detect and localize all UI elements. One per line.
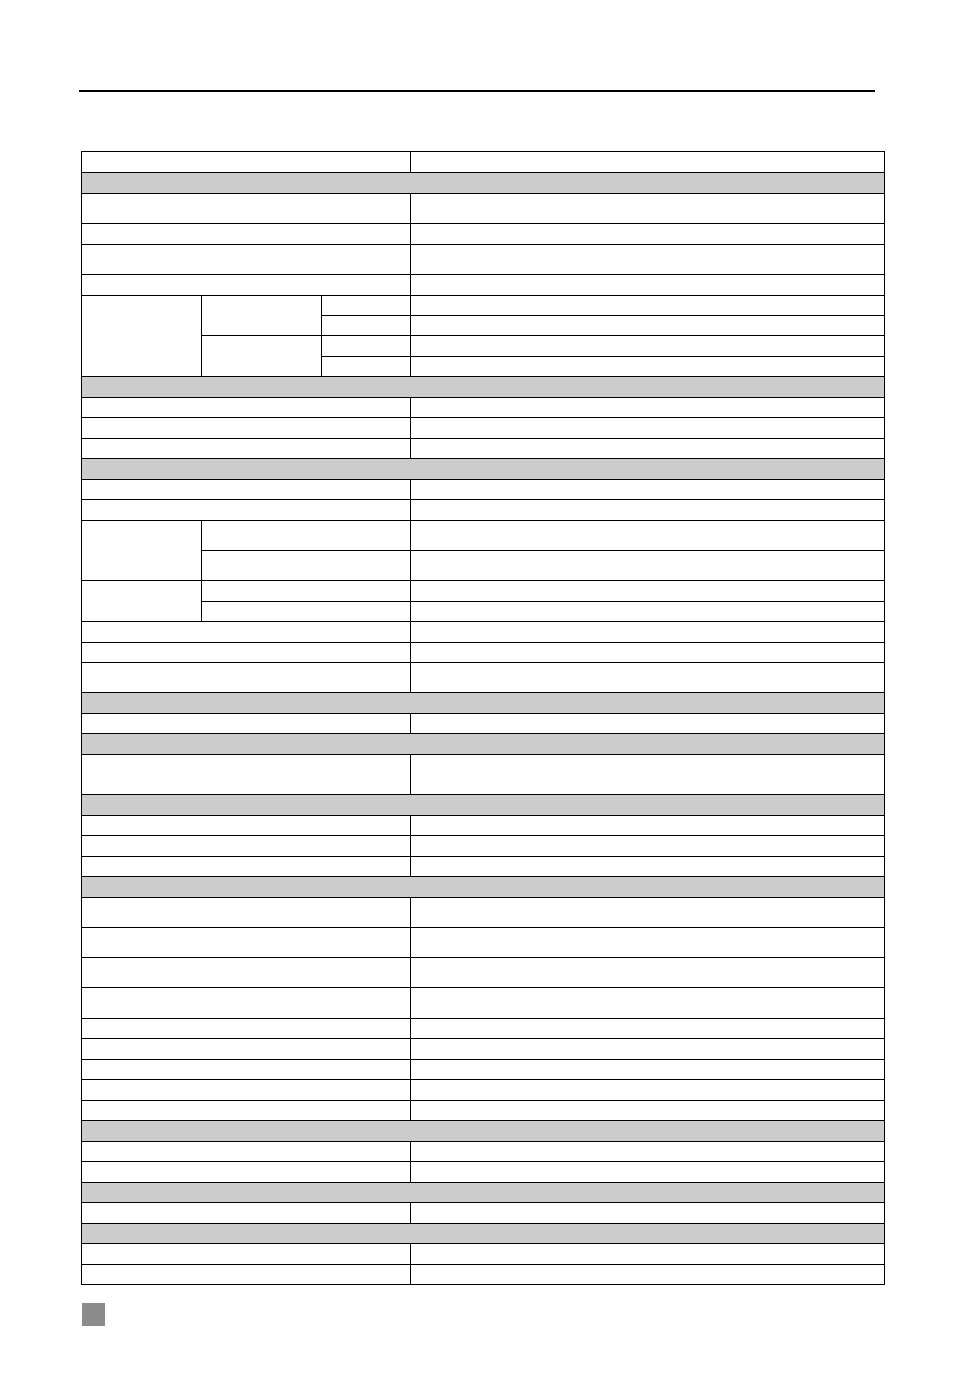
spec-value-cell [411, 1162, 885, 1183]
specification-table [81, 151, 885, 1285]
table-row [82, 336, 885, 357]
section-row [82, 1183, 885, 1203]
spec-label-cell [82, 643, 411, 663]
table-row [82, 643, 885, 663]
spec-label-cell [82, 398, 411, 418]
table-row [82, 1080, 885, 1101]
spec-value-cell [411, 602, 885, 622]
spec-label-cell [82, 245, 411, 275]
spec-value-cell [411, 1060, 885, 1080]
spec-value-cell [411, 857, 885, 877]
section-header-cell [82, 1121, 885, 1142]
table-row [82, 500, 885, 521]
table-row [82, 1203, 885, 1224]
spec-label-cell [82, 928, 411, 958]
spec-label-cell [82, 418, 411, 439]
spec-value-cell [411, 398, 885, 418]
spec-label-cell [82, 898, 411, 928]
spec-label-cell [82, 663, 411, 693]
table-row [82, 988, 885, 1019]
sub-label-cell [322, 296, 411, 316]
table-row [82, 1142, 885, 1162]
table-row [82, 663, 885, 693]
section-row [82, 1224, 885, 1244]
spec-value-cell [411, 1080, 885, 1101]
sub-label-cell [322, 336, 411, 357]
table-row [82, 898, 885, 928]
section-row [82, 795, 885, 816]
spec-label-cell [82, 836, 411, 857]
spec-value-cell [411, 152, 885, 173]
table-row [82, 857, 885, 877]
spec-label-cell [82, 1162, 411, 1183]
table-row [82, 245, 885, 275]
sub-label-cell [202, 602, 411, 622]
spec-label-cell [82, 1101, 411, 1121]
spec-label-cell [82, 755, 411, 795]
spec-value-cell [411, 663, 885, 693]
spec-value-cell [411, 1039, 885, 1060]
table-row [82, 928, 885, 958]
spec-value-cell [411, 336, 885, 357]
table-row [82, 224, 885, 245]
table-row [82, 622, 885, 643]
sub-label-cell [202, 521, 411, 551]
spec-value-cell [411, 1203, 885, 1224]
section-header-cell [82, 459, 885, 480]
spec-value-cell [411, 194, 885, 224]
section-header-cell [82, 1183, 885, 1203]
spec-label-cell [82, 1203, 411, 1224]
spec-value-cell [411, 275, 885, 296]
section-header-cell [82, 1224, 885, 1244]
section-row [82, 1121, 885, 1142]
table-row [82, 958, 885, 988]
table-row [82, 152, 885, 173]
spec-label-cell [82, 439, 411, 459]
spec-value-cell [411, 296, 885, 316]
page-number-marker [82, 1303, 105, 1326]
spec-value-cell [411, 551, 885, 581]
spec-label-cell [82, 1142, 411, 1162]
spec-label-cell [82, 988, 411, 1019]
table-row [82, 602, 885, 622]
table-row [82, 398, 885, 418]
spec-value-cell [411, 1142, 885, 1162]
sub-label-cell [202, 581, 411, 602]
header-rule [79, 90, 875, 92]
spec-value-cell [411, 958, 885, 988]
section-row [82, 459, 885, 480]
group-label-cell [82, 296, 202, 377]
spec-value-cell [411, 1101, 885, 1121]
spec-label-cell [82, 275, 411, 296]
section-row [82, 734, 885, 755]
spec-value-cell [411, 521, 885, 551]
table-row [82, 1019, 885, 1039]
spec-value-cell [411, 714, 885, 734]
spec-value-cell [411, 1244, 885, 1265]
spec-value-cell [411, 643, 885, 663]
table-row [82, 755, 885, 795]
table-row [82, 418, 885, 439]
spec-value-cell [411, 988, 885, 1019]
section-header-cell [82, 734, 885, 755]
table-row [82, 439, 885, 459]
spec-value-cell [411, 898, 885, 928]
spec-value-cell [411, 755, 885, 795]
subgroup-label-cell [202, 336, 322, 377]
spec-value-cell [411, 500, 885, 521]
table-row [82, 275, 885, 296]
spec-label-cell [82, 152, 411, 173]
table-row [82, 1244, 885, 1265]
table-row [82, 521, 885, 551]
spec-label-cell [82, 714, 411, 734]
spec-value-cell [411, 836, 885, 857]
spec-label-cell [82, 1039, 411, 1060]
sub-label-cell [322, 316, 411, 336]
section-header-cell [82, 795, 885, 816]
group-label-cell [82, 581, 202, 622]
spec-value-cell [411, 357, 885, 377]
subgroup-label-cell [202, 296, 322, 336]
spec-label-cell [82, 224, 411, 245]
section-header-cell [82, 377, 885, 398]
table-row [82, 194, 885, 224]
spec-value-cell [411, 1265, 885, 1285]
section-header-cell [82, 693, 885, 714]
table-row [82, 296, 885, 316]
section-header-cell [82, 173, 885, 194]
section-header-cell [82, 877, 885, 898]
spec-label-cell [82, 816, 411, 836]
spec-value-cell [411, 224, 885, 245]
table-row [82, 581, 885, 602]
table-row [82, 551, 885, 581]
spec-label-cell [82, 1060, 411, 1080]
spec-label-cell [82, 194, 411, 224]
section-row [82, 173, 885, 194]
spec-label-cell [82, 857, 411, 877]
spec-value-cell [411, 581, 885, 602]
spec-value-cell [411, 418, 885, 439]
spec-value-cell [411, 816, 885, 836]
sub-label-cell [322, 357, 411, 377]
spec-label-cell [82, 622, 411, 643]
spec-label-cell [82, 1265, 411, 1285]
spec-value-cell [411, 928, 885, 958]
spec-label-cell [82, 958, 411, 988]
spec-label-cell [82, 1244, 411, 1265]
spec-value-cell [411, 316, 885, 336]
section-row [82, 377, 885, 398]
spec-value-cell [411, 439, 885, 459]
sub-label-cell [202, 551, 411, 581]
section-row [82, 877, 885, 898]
section-row [82, 693, 885, 714]
group-label-cell [82, 521, 202, 581]
spec-label-cell [82, 480, 411, 500]
table-row [82, 1101, 885, 1121]
table-row [82, 1162, 885, 1183]
table-row [82, 1265, 885, 1285]
table-row [82, 1060, 885, 1080]
table-row [82, 480, 885, 500]
spec-value-cell [411, 245, 885, 275]
spec-label-cell [82, 1080, 411, 1101]
spec-label-cell [82, 1019, 411, 1039]
table-row [82, 1039, 885, 1060]
table-row [82, 714, 885, 734]
table-row [82, 816, 885, 836]
spec-label-cell [82, 500, 411, 521]
spec-value-cell [411, 622, 885, 643]
spec-value-cell [411, 480, 885, 500]
table-row [82, 836, 885, 857]
spec-value-cell [411, 1019, 885, 1039]
